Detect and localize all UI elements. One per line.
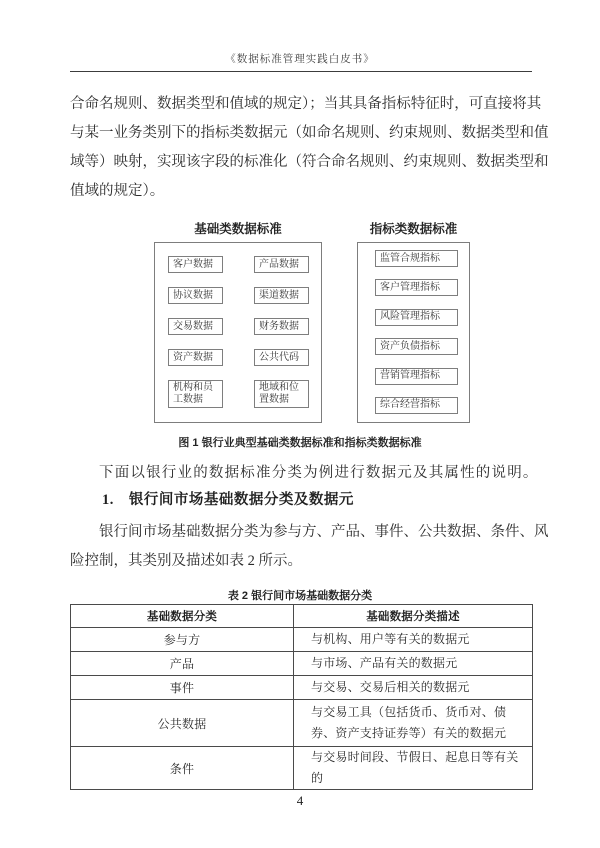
diagram-box-common-code: 公共代码	[254, 349, 309, 366]
table-cell-description: 与交易、交易后相关的数据元	[294, 676, 533, 700]
diagram-box-region-location-data: 地域和位置数据	[254, 380, 309, 408]
table-row	[71, 700, 533, 747]
table-row	[71, 652, 533, 676]
paragraph-3-line-1: 银行间市场基础数据分类为参与方、产品、事件、公共数据、条件、风	[99, 524, 549, 540]
diagram-box-comprehensive-operation: 综合经营指标	[375, 397, 458, 414]
table-row	[71, 747, 533, 790]
paragraph-2-line-1: 下面以银行业的数据标准分类为例进行数据元及其属性的说明。	[99, 465, 539, 481]
table-row	[71, 628, 533, 652]
table-2-caption: 表 2 银行间市场基础数据分类	[227, 590, 373, 602]
diagram-box-org-employee-data: 机构和员工数据	[168, 380, 223, 408]
diagram-box-marketing-management: 营销管理指标	[375, 368, 458, 385]
diagram-box-asset-liability: 资产负债指标	[375, 338, 458, 355]
paragraph-1-line-3: 域等）映射，实现该字段的标准化（符合命名规则、约束规则、数据类型和	[70, 154, 549, 170]
paragraph-1-line-4: 值域的规定）。	[70, 183, 165, 199]
page-number: 4	[296, 793, 304, 808]
table-header-row	[71, 605, 533, 628]
basic-data-classification-table	[70, 604, 533, 790]
indicator-data-standards-title: 指标类数据标准	[369, 222, 458, 236]
table-cell-category: 事件	[71, 676, 294, 700]
table-cell-category: 产品	[71, 652, 294, 676]
diagram-box-agreement-data: 协议数据	[168, 287, 223, 304]
table-cell-description: 与机构、用户等有关的数据元	[294, 628, 533, 652]
diagram-box-customer-data: 客户数据	[168, 256, 223, 273]
diagram-box-transaction-data: 交易数据	[168, 318, 223, 335]
diagram-box-regulatory-compliance: 监管合规指标	[375, 250, 458, 267]
table-cell-description: 与市场、产品有关的数据元	[294, 652, 533, 676]
basic-data-standards-title: 基础类数据标准	[194, 222, 282, 236]
table-cell-category: 公共数据	[71, 700, 294, 747]
basic-data-standards-box	[154, 242, 322, 423]
header-rule	[70, 71, 532, 72]
paragraph-1-line-2: 与某一业务类别下的指标类数据元（如命名规则、约束规则、数据类型和值	[70, 125, 549, 141]
diagram-box-customer-management: 客户管理指标	[375, 279, 458, 296]
diagram-box-risk-management: 风险管理指标	[375, 309, 458, 326]
table-cell-category: 参与方	[71, 628, 294, 652]
diagram-box-product-data: 产品数据	[254, 256, 309, 273]
diagram-box-asset-data: 资产数据	[168, 349, 223, 366]
paragraph-2	[70, 459, 539, 488]
table-header-description: 基础数据分类描述	[294, 605, 533, 628]
diagram-box-channel-data: 渠道数据	[254, 287, 309, 304]
table-cell-category: 条件	[71, 747, 294, 790]
running-header-title: 《数据标准管理实践白皮书》	[225, 54, 375, 65]
indicator-data-standards-box	[357, 242, 470, 423]
paragraph-1	[70, 90, 549, 206]
figure-1-caption: 图 1 银行业典型基础类数据标准和指标类数据标准	[178, 437, 422, 449]
table-cell-description: 与交易时间段、节假日、起息日等有关的	[294, 747, 533, 790]
table-header-category: 基础数据分类	[71, 605, 294, 628]
paragraph-1-line-1: 合命名规则、数据类型和值域的规定）；当其具备指标特征时，可直接将其	[70, 96, 542, 112]
paragraph-3	[70, 518, 549, 576]
section-heading-1: 1. 银行间市场基础数据分类及数据元	[102, 492, 354, 508]
paragraph-3-line-2: 险控制，其类别及描述如表 2 所示。	[70, 553, 302, 569]
table-row	[71, 676, 533, 700]
table-cell-description: 与交易工具（包括货币、货币对、债券、资产支持证券等）有关的数据元	[294, 700, 533, 747]
diagram-box-finance-data: 财务数据	[254, 318, 309, 335]
